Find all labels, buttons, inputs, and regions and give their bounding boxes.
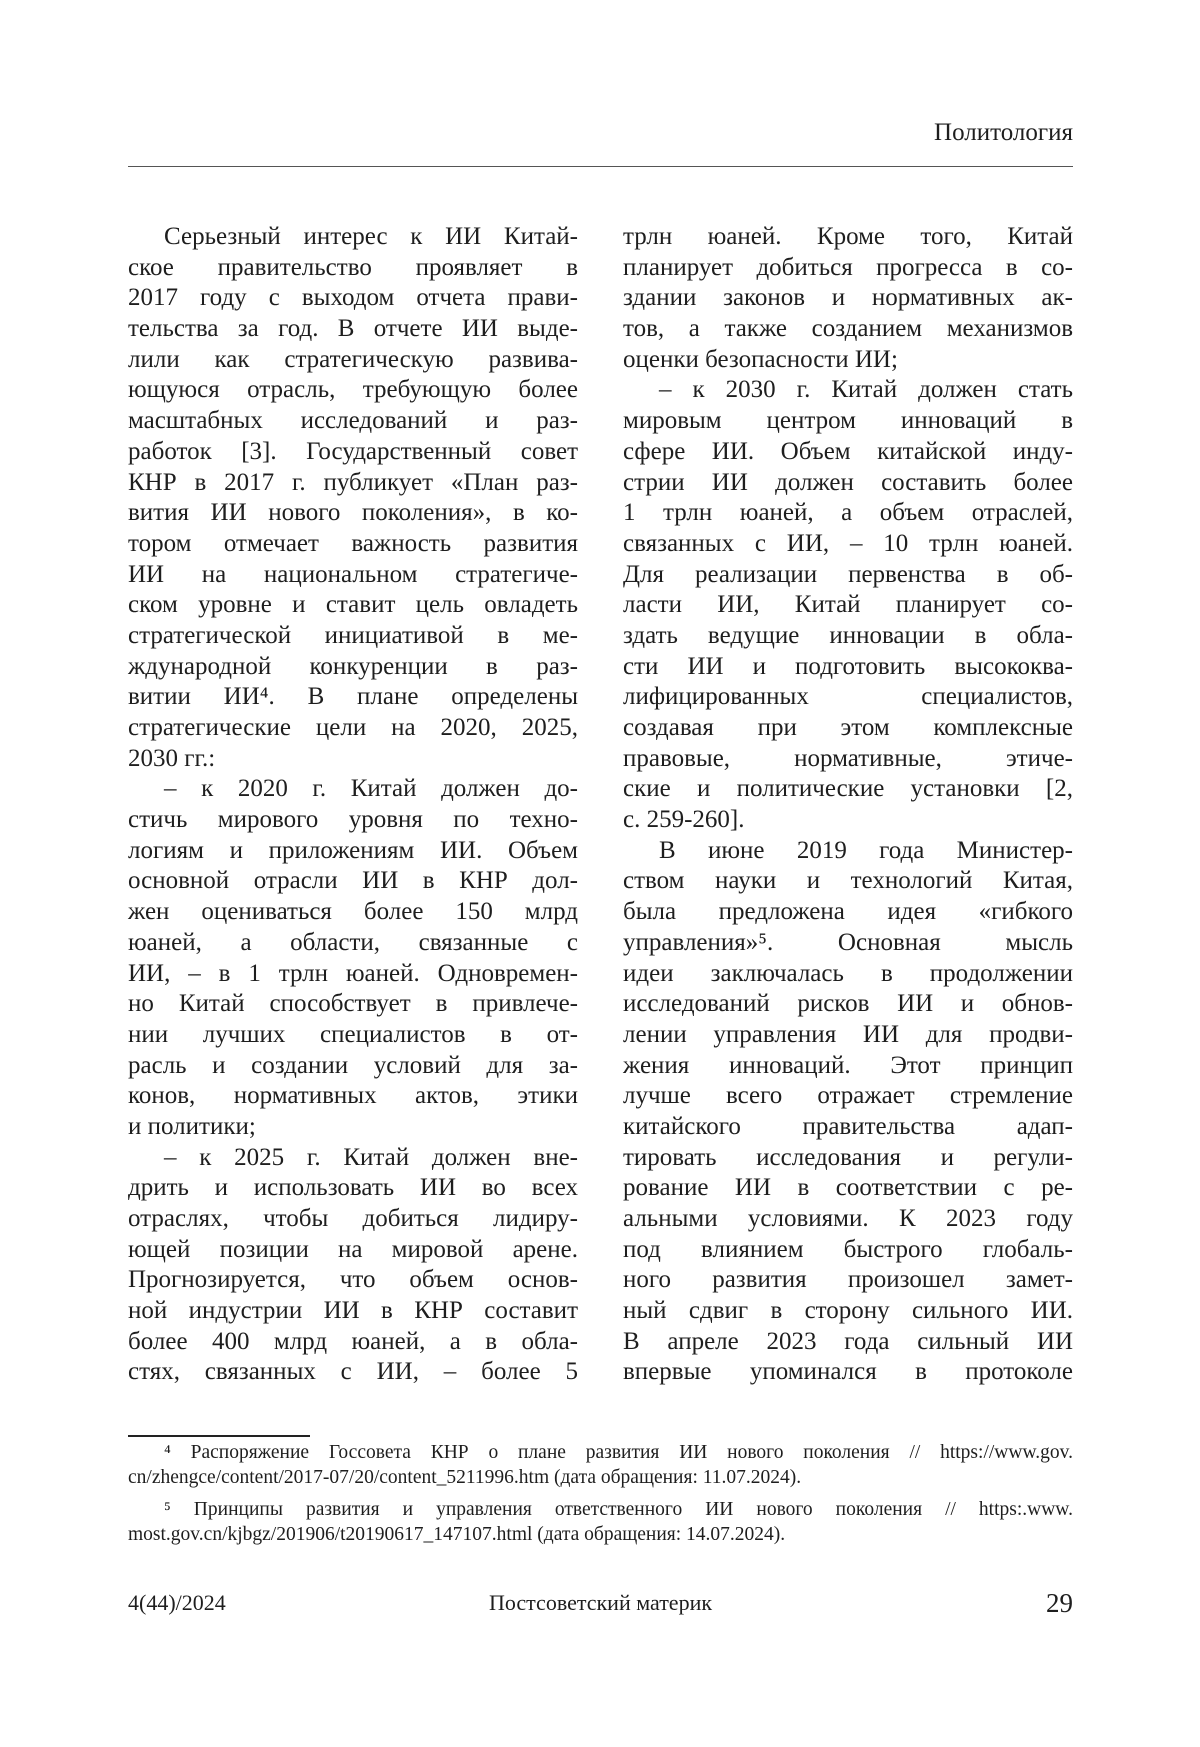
text-line: логиям и приложениям ИИ. Объем [128,836,578,867]
text-line: ющей позиции на мировой арене. [128,1235,578,1266]
text-line: В апреле 2023 года сильный ИИ [623,1327,1073,1358]
text-line: Серьезный интерес к ИИ Китай- [128,222,578,253]
text-line: нии лучших специалистов в от- [128,1020,578,1051]
text-line: здать ведущие инновации в обла- [623,621,1073,652]
text-line: рование ИИ в соответствии с ре- [623,1173,1073,1204]
footnote-line: most.gov.cn/kjbgz/201906/t20190617_147107.html (дата обращения: 14.07.2024). [128,1523,1073,1548]
text-line: жения инноваций. Этот принцип [623,1051,1073,1082]
text-line: стях, связанных с ИИ, – более 5 [128,1357,578,1388]
text-line: ющуюся отрасль, требующую более [128,375,578,406]
text-line: ством науки и технологий Китая, [623,866,1073,897]
text-line: основной отрасли ИИ в КНР дол- [128,866,578,897]
text-line: тельства за год. В отчете ИИ выде- [128,314,578,345]
text-line: лили как стратегическую развива- [128,345,578,376]
text-line: ной индустрии ИИ в КНР составит [128,1296,578,1327]
text-line: 2030 гг.: [128,744,578,775]
text-line: создавая при этом комплексные [623,713,1073,744]
text-line: сти ИИ и подготовить высококва- [623,652,1073,683]
running-head-section: Политология [934,118,1073,148]
text-line: правовые, нормативные, этиче- [623,744,1073,775]
text-line: работок [3]. Государственный совет [128,437,578,468]
text-line: впервые упоминался в протоколе [623,1357,1073,1388]
text-line: стрии ИИ должен составить более [623,468,1073,499]
text-line: ском уровне и ставит цель овладеть [128,590,578,621]
text-line: ласти ИИ, Китай планирует со- [623,590,1073,621]
text-line: трлн юаней. Кроме того, Китай [623,222,1073,253]
text-line: ный сдвиг в сторону сильного ИИ. [623,1296,1073,1327]
text-line: ские и политические установки [2, [623,774,1073,805]
text-line: тором отмечает важность развития [128,529,578,560]
text-line: была предложена идея «гибкого [623,897,1073,928]
text-line: сфере ИИ. Объем китайской инду- [623,437,1073,468]
text-line: мировым центром инноваций в [623,406,1073,437]
text-line: связанных с ИИ, – 10 трлн юаней. [623,529,1073,560]
text-line: дрить и использовать ИИ во всех [128,1173,578,1204]
text-line: здании законов и нормативных ак- [623,283,1073,314]
text-line: китайского правительства адап- [623,1112,1073,1143]
text-line: и политики; [128,1112,578,1143]
text-line: расль и создании условий для за- [128,1051,578,1082]
footer-journal-title: Постсоветский материк [128,1588,1073,1618]
text-line: ИИ, – в 1 трлн юаней. Одновремен- [128,959,578,990]
text-line: конов, нормативных актов, этики [128,1081,578,1112]
text-line: лучше всего отражает стремление [623,1081,1073,1112]
text-line: – к 2025 г. Китай должен вне- [128,1143,578,1174]
text-line: управления»⁵. Основная мысль [623,928,1073,959]
text-line: отраслях, чтобы добиться лидиру- [128,1204,578,1235]
page-footer [128,1588,1073,1618]
text-line: ного развития произошел замет- [623,1265,1073,1296]
page-number: 29 [1046,1588,1073,1618]
footer-issue: 4(44)/2024 [128,1588,226,1618]
text-line: оценки безопасности ИИ; [623,345,1073,376]
text-line: стратегические цели на 2020, 2025, [128,713,578,744]
text-line: ждународной конкуренции в раз- [128,652,578,683]
text-line: 2017 году с выходом отчета прави- [128,283,578,314]
text-column-left [128,222,578,1388]
footnote-separator [128,1435,310,1437]
text-line: стратегической инициативой в ме- [128,621,578,652]
text-line: тов, а также созданием механизмов [623,314,1073,345]
text-line: стичь мирового уровня по техно- [128,805,578,836]
text-line: идеи заключалась в продолжении [623,959,1073,990]
text-line: – к 2030 г. Китай должен стать [623,375,1073,406]
footnote [128,1498,1073,1547]
text-line: лифицированных специалистов, [623,682,1073,713]
text-line: более 400 млрд юаней, а в обла- [128,1327,578,1358]
text-line: масштабных исследований и раз- [128,406,578,437]
text-line: 1 трлн юаней, а объем отраслей, [623,498,1073,529]
text-line: тировать исследования и регули- [623,1143,1073,1174]
text-line: КНР в 2017 г. публикует «План раз- [128,468,578,499]
header-rule [128,166,1073,167]
footnote-line: ⁴ Распоряжение Госсовета КНР о плане развития ИИ нового поколения // https://www.gov. [128,1441,1073,1466]
footnotes [128,1441,1073,1555]
text-line: альными условиями. К 2023 году [623,1204,1073,1235]
text-line: В июне 2019 года Министер- [623,836,1073,867]
text-line: витии ИИ⁴. В плане определены [128,682,578,713]
text-column-right [623,222,1073,1388]
text-line: вития ИИ нового поколения», в ко- [128,498,578,529]
text-line: ское правительство проявляет в [128,253,578,284]
footnote [128,1441,1073,1490]
footnote-line: cn/zhengce/content/2017-07/20/content_5211996.htm (дата обращения: 11.07.2024). [128,1466,1073,1491]
text-line: юаней, а области, связанные с [128,928,578,959]
text-line: под влиянием быстрого глобаль- [623,1235,1073,1266]
text-line: Для реализации первенства в об- [623,560,1073,591]
text-line: планирует добиться прогресса в со- [623,253,1073,284]
footnote-line: ⁵ Принципы развития и управления ответственного ИИ нового поколения // https:.www. [128,1498,1073,1523]
text-line: жен оцениваться более 150 млрд [128,897,578,928]
text-line: с. 259-260]. [623,805,1073,836]
text-line: исследований рисков ИИ и обнов- [623,989,1073,1020]
text-line: лении управления ИИ для продви- [623,1020,1073,1051]
text-line: ИИ на национальном стратегиче- [128,560,578,591]
text-line: Прогнозируется, что объем основ- [128,1265,578,1296]
text-line: – к 2020 г. Китай должен до- [128,774,578,805]
text-line: но Китай способствует в привлече- [128,989,578,1020]
